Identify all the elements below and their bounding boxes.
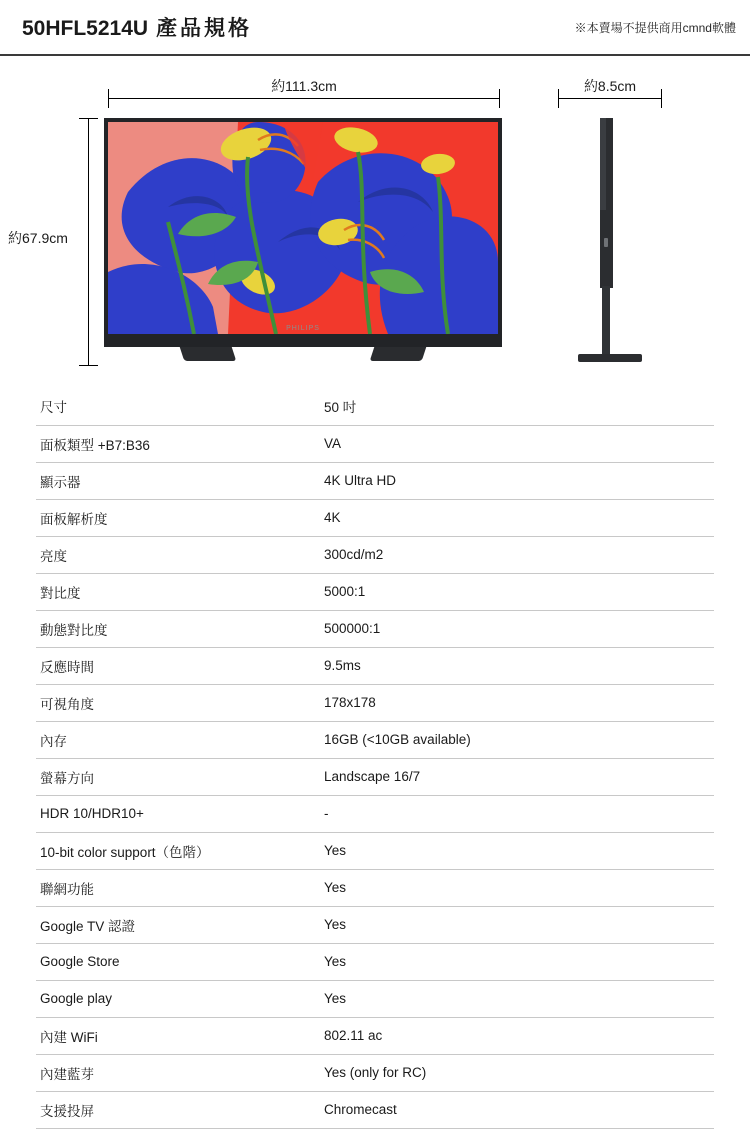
table-row: [36, 1017, 714, 1054]
spec-value: -: [320, 795, 714, 832]
width-measure-line: [108, 98, 500, 99]
tv-side-panel-thin: [600, 118, 606, 210]
spec-value: Chromecast: [320, 1091, 714, 1128]
tv-side-neck: [602, 286, 610, 356]
tv-screen-image: [108, 122, 498, 334]
spec-value: Yes: [320, 943, 714, 980]
tv-stand-foot-left: [180, 347, 237, 361]
width-dimension-label: 約111.3cm: [271, 78, 337, 94]
product-model: 50HFL5214U: [22, 17, 149, 40]
spec-key: 面板類型 +B7:B36: [36, 425, 320, 462]
spec-key: 亮度: [36, 536, 320, 573]
spec-value: Yes (only for RC): [320, 1054, 714, 1091]
table-row: [36, 647, 714, 684]
table-row: [36, 758, 714, 795]
table-row: [36, 795, 714, 832]
spec-value: VA: [320, 425, 714, 462]
tv-stand-foot-right: [370, 347, 427, 361]
table-row: [36, 462, 714, 499]
spec-value: 500000:1: [320, 610, 714, 647]
spec-value: 5000:1: [320, 573, 714, 610]
spec-key: 尺寸: [36, 388, 320, 425]
height-measure-line: [88, 118, 89, 366]
spec-key: 內建 WiFi: [36, 1017, 320, 1054]
page-header: [0, 0, 750, 56]
depth-measure-line: [558, 98, 662, 99]
specifications-table: [36, 388, 714, 1129]
spec-value: 4K: [320, 499, 714, 536]
depth-dimension-label: 約8.5cm: [583, 78, 637, 94]
spec-value: Yes: [320, 906, 714, 943]
tv-bezel: [104, 118, 502, 347]
spec-value: Yes: [320, 832, 714, 869]
spec-value: 50 吋: [320, 388, 714, 425]
product-spec-label: 產品規格: [156, 17, 253, 40]
specifications-table-body: [36, 388, 714, 1128]
table-row: [36, 869, 714, 906]
spec-key: 10-bit color support（色階）: [36, 832, 320, 869]
table-row: [36, 536, 714, 573]
spec-key: 對比度: [36, 573, 320, 610]
spec-key: 顯示器: [36, 462, 320, 499]
tv-side-base: [578, 354, 642, 362]
table-row: [36, 1091, 714, 1128]
spec-value: 4K Ultra HD: [320, 462, 714, 499]
spec-value: Yes: [320, 869, 714, 906]
table-row: [36, 388, 714, 425]
spec-value: 16GB (<10GB available): [320, 721, 714, 758]
spec-key: 面板解析度: [36, 499, 320, 536]
spec-key: 反應時間: [36, 647, 320, 684]
spec-key: 內存: [36, 721, 320, 758]
tv-side-port-icon: [604, 238, 608, 247]
spec-key: 聯網功能: [36, 869, 320, 906]
header-note: ※本賣場不提供商用cmnd軟體: [574, 20, 736, 35]
spec-key: 支援投屏: [36, 1091, 320, 1128]
spec-key: HDR 10/HDR10+: [36, 795, 320, 832]
spec-key: Google play: [36, 980, 320, 1017]
spec-key: 內建藍芽: [36, 1054, 320, 1091]
spec-key: 螢幕方向: [36, 758, 320, 795]
page-title: [22, 12, 252, 42]
table-row: [36, 499, 714, 536]
brand-logo: PHILIPS: [286, 325, 320, 332]
table-row: [36, 721, 714, 758]
spec-key: 可視角度: [36, 684, 320, 721]
spec-key: Google TV 認證: [36, 906, 320, 943]
height-dimension-label: 約67.9cm: [8, 230, 68, 246]
spec-value: 300cd/m2: [320, 536, 714, 573]
table-row: [36, 906, 714, 943]
spec-value: Landscape 16/7: [320, 758, 714, 795]
spec-value: 802.11 ac: [320, 1017, 714, 1054]
spec-key: Google Store: [36, 943, 320, 980]
flower-artwork-icon: [108, 122, 498, 334]
table-row: [36, 832, 714, 869]
table-row: [36, 425, 714, 462]
table-row: [36, 1054, 714, 1091]
spec-key: 動態對比度: [36, 610, 320, 647]
dimension-diagram: [0, 56, 750, 374]
table-row: [36, 610, 714, 647]
spec-value: Yes: [320, 980, 714, 1017]
tv-front-view: [104, 118, 502, 361]
spec-value: 9.5ms: [320, 647, 714, 684]
table-row: [36, 684, 714, 721]
tv-side-view: [578, 118, 642, 366]
table-row: [36, 943, 714, 980]
table-row: [36, 573, 714, 610]
spec-value: 178x178: [320, 684, 714, 721]
table-row: [36, 980, 714, 1017]
